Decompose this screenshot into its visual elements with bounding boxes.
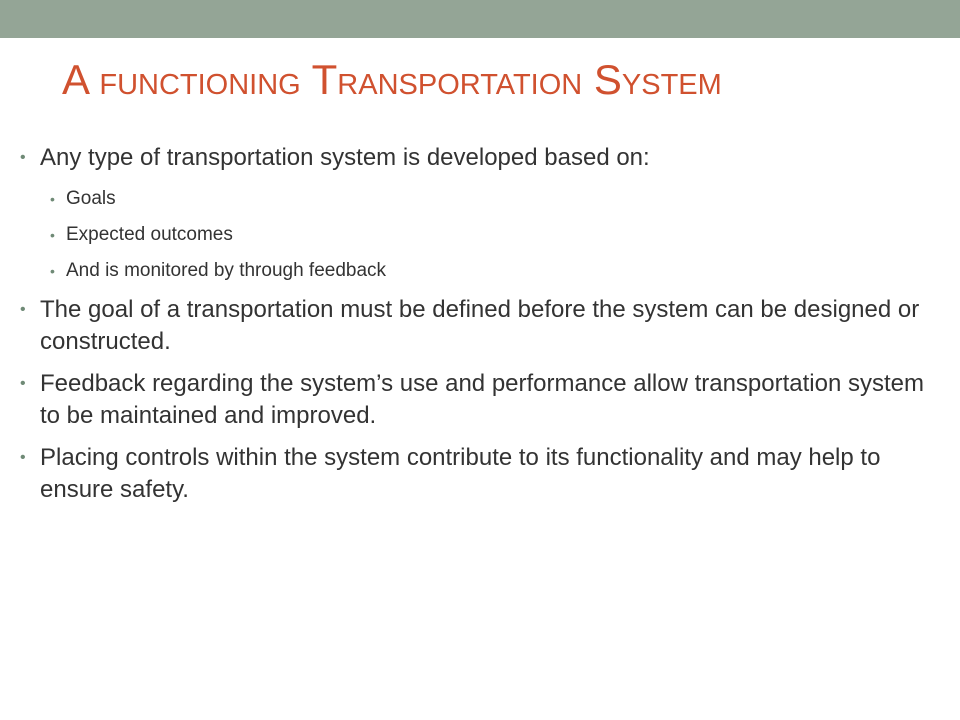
sub-bullet-item [50,186,940,212]
bullet-dot-icon: • [50,227,55,243]
bullet-dot-icon: • [20,149,26,166]
bullet-text: Any type of transportation system is developed based on: [40,144,650,171]
sub-bullet-list [50,186,940,284]
sub-bullet-item [50,258,940,284]
sub-bullet-text: Expected outcomes [66,224,233,245]
bullet-text: The goal of a transportation must be defined before the system can be designed or constructed. [40,296,920,355]
bullet-dot-icon: • [20,301,26,318]
bullet-list [20,142,940,506]
bullet-dot-icon: • [20,449,26,466]
slide-body [20,142,940,516]
sub-bullet-text: And is monitored by through feedback [66,260,387,281]
bullet-item [20,142,940,284]
slide-title: A functioning Transportation System [62,56,722,103]
bullet-item [20,442,940,506]
top-accent-bar [0,0,960,38]
sub-bullet-text: Goals [66,188,116,209]
bullet-text: Feedback regarding the system’s use and performance allow transportation system to be maintained and improved. [40,370,925,429]
bullet-item [20,368,940,432]
bullet-item [20,294,940,358]
bullet-text: Placing controls within the system contribute to its functionality and may help to ensure safety. [40,444,881,503]
bullet-dot-icon: • [20,375,26,392]
bullet-dot-icon: • [50,191,55,207]
sub-bullet-item [50,222,940,248]
bullet-dot-icon: • [50,263,55,279]
